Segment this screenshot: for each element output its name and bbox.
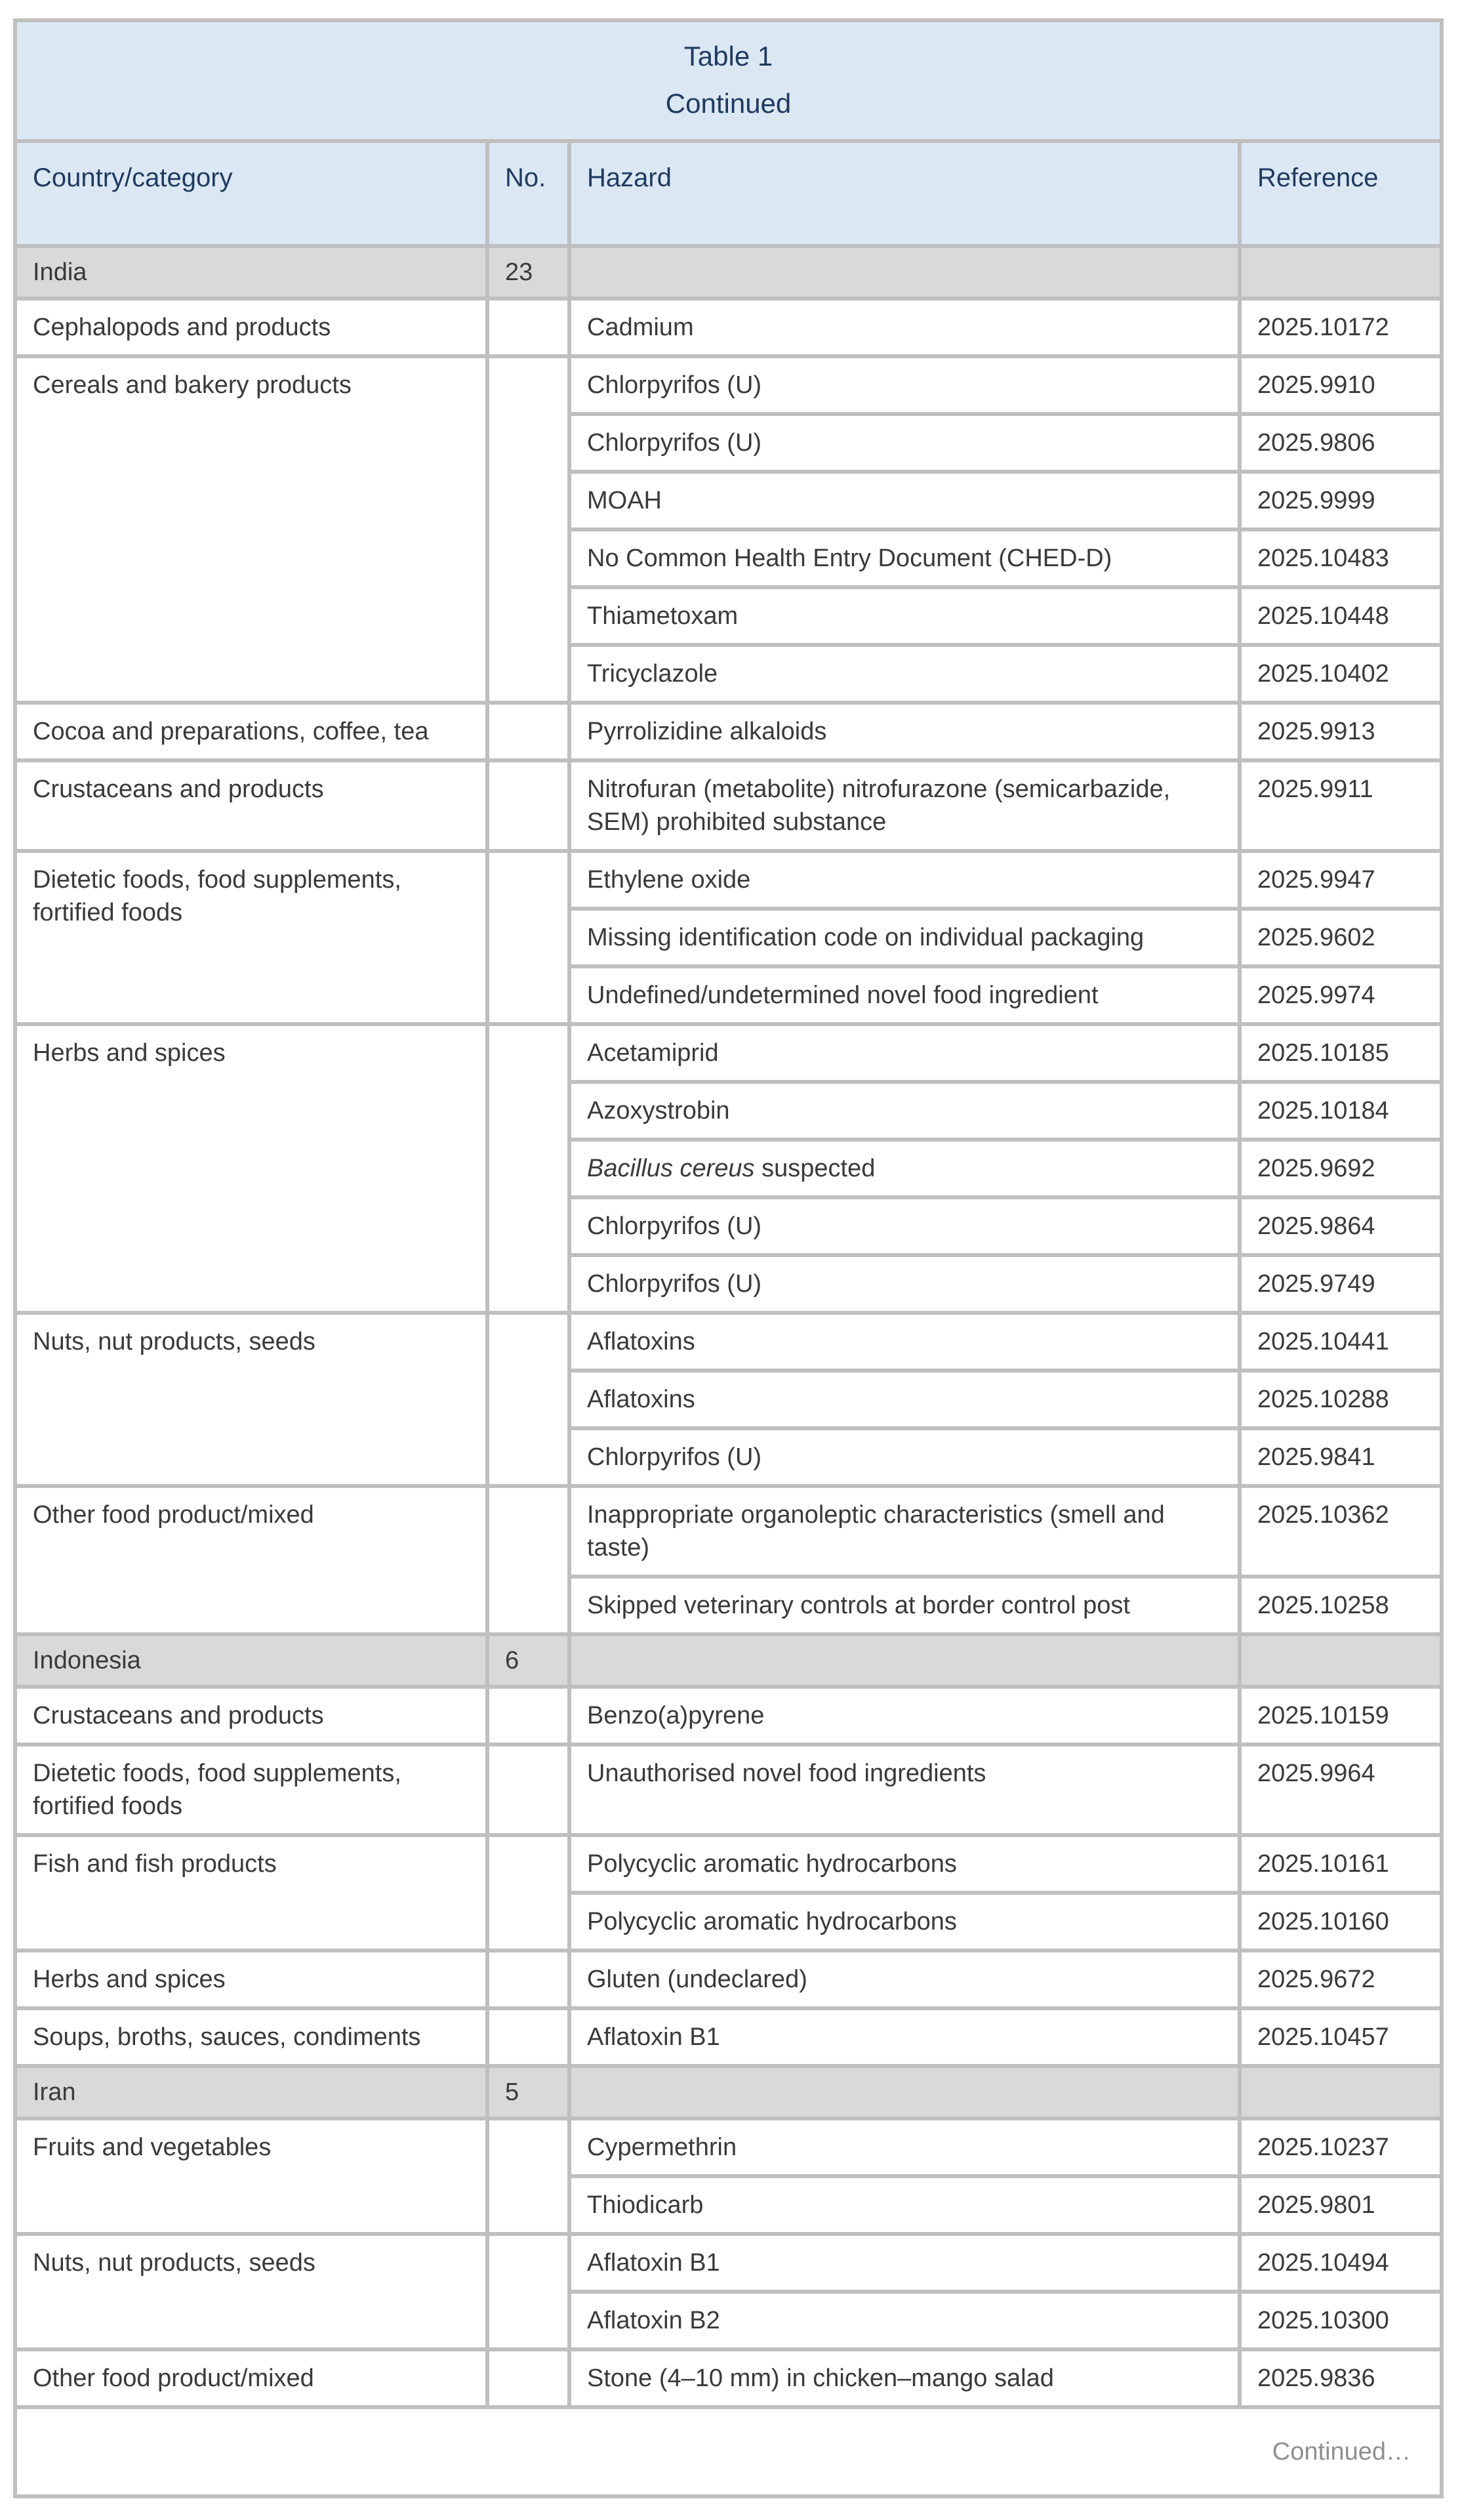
- hazard-row: [15, 1745, 1442, 1835]
- no-cell: [487, 2234, 569, 2349]
- hazard-cell: Aflatoxin B2: [569, 2292, 1240, 2349]
- no-cell: [487, 1835, 569, 1951]
- no-cell: [487, 760, 569, 851]
- category-cell: Other food product/mixed: [15, 2349, 487, 2407]
- table-title-line2: Continued: [665, 88, 792, 119]
- no-cell: [487, 2349, 569, 2407]
- hazard-row: [15, 1835, 1442, 1893]
- reference-cell: 2025.9910: [1240, 356, 1442, 414]
- country-count: 23: [487, 246, 569, 299]
- reference-cell: 2025.9801: [1240, 2176, 1442, 2234]
- hazard-cell: Skipped veterinary controls at border control post: [569, 1577, 1240, 1634]
- hazard-row: [15, 2008, 1442, 2066]
- hazard-cell: Bacillus cereus suspected: [569, 1140, 1240, 1197]
- hazard-cell: Aflatoxins: [569, 1313, 1240, 1371]
- hazard-cell: Unauthorised novel food ingredients: [569, 1745, 1240, 1835]
- reference-cell: 2025.10288: [1240, 1371, 1442, 1428]
- table-title: [15, 20, 1442, 141]
- hazard-cell: Ethylene oxide: [569, 851, 1240, 909]
- hazard-row: [15, 356, 1442, 414]
- column-header-country: Country/category: [15, 141, 487, 246]
- hazard-table: [13, 18, 1444, 2498]
- reference-cell: 2025.10494: [1240, 2234, 1442, 2292]
- hazard-cell: Gluten (undeclared): [569, 1951, 1240, 2008]
- no-cell: [487, 1486, 569, 1634]
- reference-cell: 2025.9999: [1240, 472, 1442, 529]
- table-title-line1: Table 1: [683, 41, 773, 72]
- hazard-cell: Nitrofuran (metabolite) nitrofurazone (semicarbazide, SEM) prohibited substance: [569, 760, 1240, 851]
- reference-cell: 2025.10161: [1240, 1835, 1442, 1893]
- hazard-cell: Acetamiprid: [569, 1024, 1240, 1082]
- reference-cell: 2025.9913: [1240, 703, 1442, 760]
- hazard-cell: Chlorpyrifos (U): [569, 1428, 1240, 1486]
- reference-cell: 2025.9947: [1240, 851, 1442, 909]
- reference-cell: 2025.10300: [1240, 2292, 1442, 2349]
- hazard-row: [15, 1313, 1442, 1371]
- reference-cell: 2025.9974: [1240, 966, 1442, 1024]
- reference-cell: 2025.10258: [1240, 1577, 1442, 1634]
- category-cell: Soups, broths, sauces, condiments: [15, 2008, 487, 2066]
- category-cell: Dietetic foods, food supplements, fortified foods: [15, 1745, 487, 1835]
- hazard-cell: Aflatoxin B1: [569, 2008, 1240, 2066]
- hazard-row: [15, 1486, 1442, 1577]
- category-cell: Herbs and spices: [15, 1951, 487, 2008]
- reference-cell: 2025.9911: [1240, 760, 1442, 851]
- no-cell: [487, 1745, 569, 1835]
- reference-cell: 2025.9806: [1240, 414, 1442, 472]
- country-row: [15, 246, 1442, 299]
- hazard-cell: Pyrrolizidine alkaloids: [569, 703, 1240, 760]
- category-cell: Nuts, nut products, seeds: [15, 2234, 487, 2349]
- hazard-cell: Missing identification code on individual packaging: [569, 909, 1240, 966]
- column-header-row: [15, 141, 1442, 246]
- country-count: 6: [487, 1634, 569, 1687]
- category-cell: Cocoa and preparations, coffee, tea: [15, 703, 487, 760]
- hazard-cell: Inappropriate organoleptic characteristics (smell and taste): [569, 1486, 1240, 1577]
- country-hazard-blank: [569, 246, 1240, 299]
- hazard-cell: Thiodicarb: [569, 2176, 1240, 2234]
- reference-cell: 2025.9602: [1240, 909, 1442, 966]
- category-cell: Crustaceans and products: [15, 760, 487, 851]
- reference-cell: 2025.10159: [1240, 1687, 1442, 1745]
- hazard-cell: Azoxystrobin: [569, 1082, 1240, 1140]
- hazard-cell: Chlorpyrifos (U): [569, 1255, 1240, 1313]
- category-cell: Other food product/mixed: [15, 1486, 487, 1634]
- hazard-cell: Thiametoxam: [569, 587, 1240, 645]
- hazard-row: [15, 760, 1442, 851]
- no-cell: [487, 2118, 569, 2234]
- no-cell: [487, 1313, 569, 1486]
- hazard-cell: Stone (4–10 mm) in chicken–mango salad: [569, 2349, 1240, 2407]
- country-name: Iran: [15, 2066, 487, 2118]
- reference-cell: 2025.9749: [1240, 1255, 1442, 1313]
- hazard-row: [15, 1687, 1442, 1745]
- hazard-row: [15, 299, 1442, 356]
- reference-cell: 2025.10172: [1240, 299, 1442, 356]
- reference-cell: 2025.10185: [1240, 1024, 1442, 1082]
- no-cell: [487, 1951, 569, 2008]
- title-row: [15, 20, 1442, 141]
- hazard-cell: Tricyclazole: [569, 645, 1240, 703]
- country-reference-blank: [1240, 2066, 1442, 2118]
- hazard-cell: No Common Health Entry Document (CHED-D): [569, 529, 1240, 587]
- reference-cell: 2025.10441: [1240, 1313, 1442, 1371]
- hazard-row: [15, 2118, 1442, 2176]
- reference-cell: 2025.9672: [1240, 1951, 1442, 2008]
- category-cell: Cephalopods and products: [15, 299, 487, 356]
- column-header-hazard: Hazard: [569, 141, 1240, 246]
- column-header-no: No.: [487, 141, 569, 246]
- country-count: 5: [487, 2066, 569, 2118]
- hazard-italic-text: Bacillus cereus: [587, 1155, 755, 1182]
- hazard-row: [15, 851, 1442, 909]
- reference-cell: 2025.9836: [1240, 2349, 1442, 2407]
- no-cell: [487, 1687, 569, 1745]
- hazard-cell: Chlorpyrifos (U): [569, 414, 1240, 472]
- reference-cell: 2025.10362: [1240, 1486, 1442, 1577]
- reference-cell: 2025.9841: [1240, 1428, 1442, 1486]
- hazard-row: [15, 1951, 1442, 2008]
- footer-row: [15, 2407, 1442, 2496]
- hazard-row: [15, 703, 1442, 760]
- table-body: [15, 246, 1442, 2407]
- category-cell: Fruits and vegetables: [15, 2118, 487, 2234]
- hazard-cell: Cypermethrin: [569, 2118, 1240, 2176]
- hazard-cell: Cadmium: [569, 299, 1240, 356]
- no-cell: [487, 299, 569, 356]
- reference-cell: 2025.10184: [1240, 1082, 1442, 1140]
- hazard-row: [15, 1024, 1442, 1082]
- hazard-cell: Polycyclic aromatic hydrocarbons: [569, 1893, 1240, 1951]
- no-cell: [487, 851, 569, 1024]
- country-hazard-blank: [569, 2066, 1240, 2118]
- category-cell: Dietetic foods, food supplements, fortified foods: [15, 851, 487, 1024]
- hazard-cell: Chlorpyrifos (U): [569, 356, 1240, 414]
- category-cell: Fish and fish products: [15, 1835, 487, 1951]
- category-cell: Cereals and bakery products: [15, 356, 487, 703]
- hazard-cell: Aflatoxins: [569, 1371, 1240, 1428]
- hazard-cell: Chlorpyrifos (U): [569, 1197, 1240, 1255]
- continued-note: Continued…: [15, 2407, 1442, 2496]
- hazard-cell: Benzo(a)pyrene: [569, 1687, 1240, 1745]
- category-cell: Crustaceans and products: [15, 1687, 487, 1745]
- hazard-row: [15, 2349, 1442, 2407]
- reference-cell: 2025.10457: [1240, 2008, 1442, 2066]
- reference-cell: 2025.10237: [1240, 2118, 1442, 2176]
- reference-cell: 2025.10402: [1240, 645, 1442, 703]
- no-cell: [487, 2008, 569, 2066]
- country-hazard-blank: [569, 1634, 1240, 1687]
- hazard-cell: Aflatoxin B1: [569, 2234, 1240, 2292]
- reference-cell: 2025.9692: [1240, 1140, 1442, 1197]
- reference-cell: 2025.9864: [1240, 1197, 1442, 1255]
- reference-cell: 2025.10483: [1240, 529, 1442, 587]
- country-reference-blank: [1240, 246, 1442, 299]
- country-name: India: [15, 246, 487, 299]
- category-cell: Herbs and spices: [15, 1024, 487, 1313]
- country-name: Indonesia: [15, 1634, 487, 1687]
- hazard-cell: Polycyclic aromatic hydrocarbons: [569, 1835, 1240, 1893]
- country-row: [15, 1634, 1442, 1687]
- no-cell: [487, 356, 569, 703]
- reference-cell: 2025.9964: [1240, 1745, 1442, 1835]
- country-row: [15, 2066, 1442, 2118]
- hazard-cell: MOAH: [569, 472, 1240, 529]
- reference-cell: 2025.10448: [1240, 587, 1442, 645]
- table-head: [15, 20, 1442, 246]
- table-foot: [15, 2407, 1442, 2496]
- category-cell: Nuts, nut products, seeds: [15, 1313, 487, 1486]
- hazard-row: [15, 2234, 1442, 2292]
- column-header-reference: Reference: [1240, 141, 1442, 246]
- hazard-cell: Undefined/undetermined novel food ingredient: [569, 966, 1240, 1024]
- country-reference-blank: [1240, 1634, 1442, 1687]
- no-cell: [487, 1024, 569, 1313]
- reference-cell: 2025.10160: [1240, 1893, 1442, 1951]
- no-cell: [487, 703, 569, 760]
